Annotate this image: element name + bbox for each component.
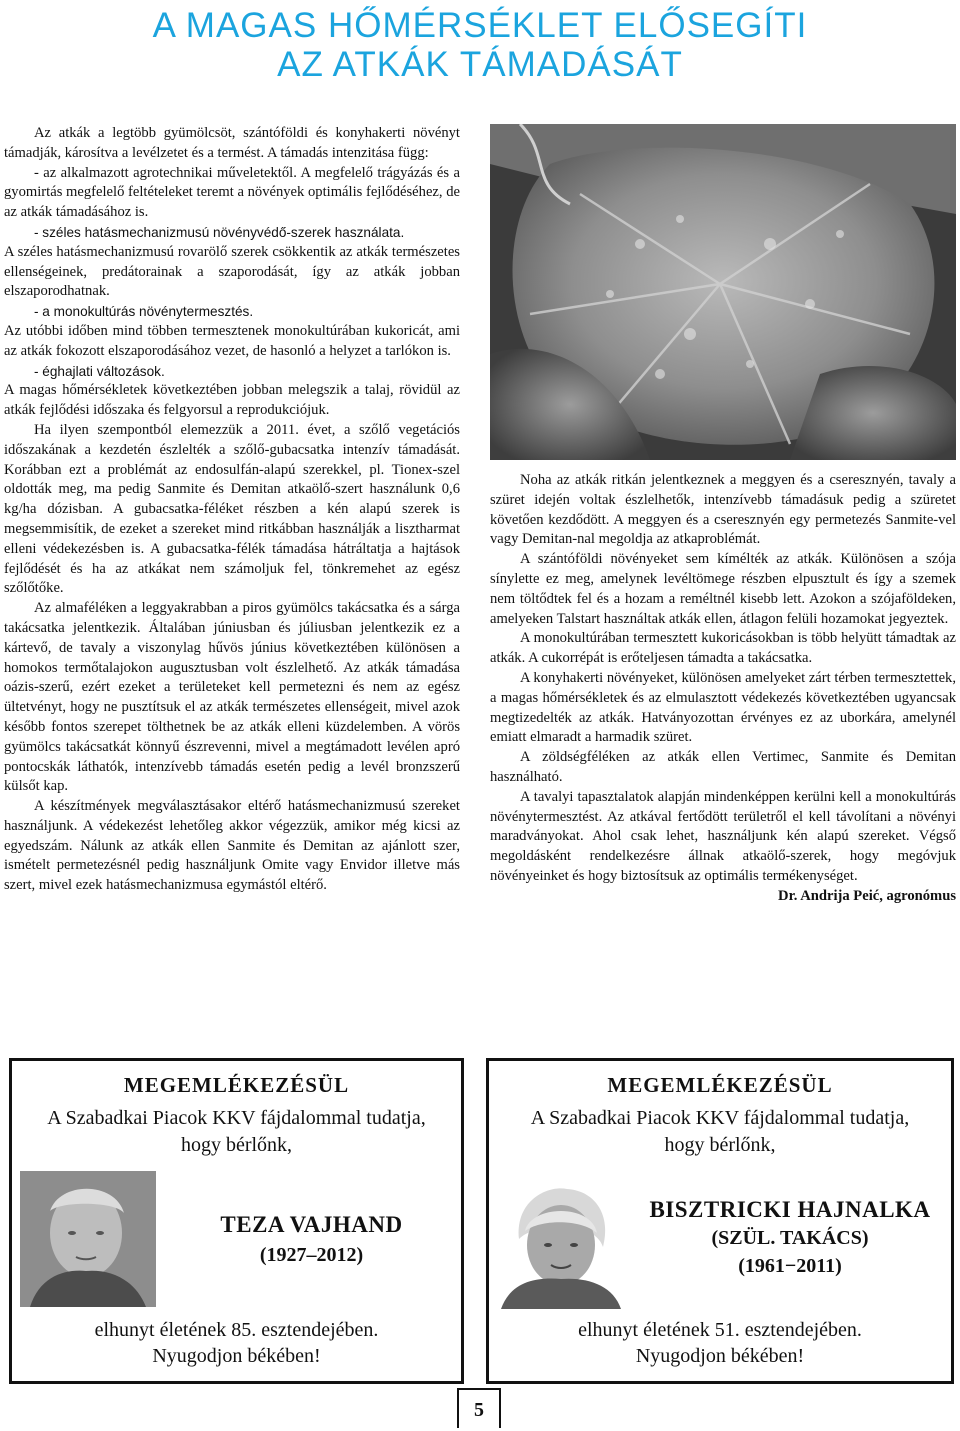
paragraph: A széles hatásmechanizmusú rovarölő szerek csökkentik az atkák természetes ellenségeinek, predátorainak a szaporodását, így az atkák jobban elszaporodhatnak. — [4, 243, 460, 300]
paragraph: Az atkák a legtöbb gyümölcsöt, szántóföldi és konyhakerti növényt támadják, károsítva a levélzetet és a termést. A támadás intenzitása függ: — [4, 125, 460, 161]
left-column — [4, 124, 460, 896]
page-number: 5 — [457, 1388, 501, 1428]
paragraph: - a monokultúrás növénytermesztés. — [34, 304, 254, 320]
memorial-text: elhunyt életének 51. esztendejében. — [578, 1319, 862, 1341]
portrait-photo — [20, 1171, 156, 1307]
right-column — [490, 471, 956, 907]
memorial-text: Nyugodjon békében! — [152, 1345, 321, 1367]
memorial-text: hogy bérlőnk, — [180, 1134, 293, 1156]
paragraph: A készítmények megválasztásakor eltérő hatásmechanizmusú szereket használjunk. A védekezést lehetőleg akkor végezzük, amikor még kicsi az egyedszám. Nálunk az atkák ellen Sanmite és Demitan az ajánlott szer, ismételt permetezésnél pedig használjunk Omite vagy Envidor illetve más szert, mivel ezek hatásmechanizmusa egymástól eltérő. — [4, 798, 460, 894]
deceased-years: (1961−2011) — [738, 1255, 842, 1277]
paragraph: - az alkalmazott agrotechnikai műveletektől. A megfelelő trágyázás és a gyomirtás megfelelő feltételeket teremt a növények optimális fejlődéséhez, de az atkák támadásához is. — [4, 164, 460, 221]
memorial-text: Nyugodjon békében! — [635, 1345, 805, 1367]
paragraph: - széles hatásmechanizmusú növényvédő-szerek használata. — [34, 224, 405, 240]
paragraph: A tavalyi tapasztalatok alapján mindenképpen kerülni kell a monokultúrás növénytermesztést. Az atkával fertődött területről el kell távolítani a növényi maradványokat. Ahol csak lehet, használjunk kén alapú szereket. Végső megoldásként rendelkezésre állnak atkaölő-szerek, hogy megóvjuk növényeinket és hogy biztosítsuk az optimális termékenységet. — [490, 788, 956, 884]
grape-leaf-photo — [490, 124, 956, 460]
paragraph: A szántóföldi növényeket sem kímélték az atkák. Különösen a szója sínylette ez meg, amelynek levéltömege részben elpusztult és így a szemek nem töltődtek fel és a hozam a reméltnél kisebb lett. Azokon a szójaföldeken, amelyeken Talstart használtak atkák ellen, átlagon felüli hozamokat jegyeztek. — [490, 551, 956, 627]
article-title — [0, 6, 960, 84]
paragraph: A monokultúrában termesztett kukoricásokban is több helyütt támadtak az atkák. A cukorrépát is erőteljesen támadta a takácsatka. — [490, 630, 956, 667]
memorial-box-left — [9, 1058, 464, 1384]
memorial-text: A Szabadkai Piacok KKV fájdalommal tudatja, — [47, 1107, 426, 1129]
paragraph: A konyhakerti növényeket, különösen amelyeket zárt térben termesztettek, a magas hőmérsékletek és az elmulasztott védekezés következtében ugyancsak megtizedelték az atkák. Hatványozottan érvényes ez az uborkára, amelynél emiatt elmaradt a harmadik szüret. — [490, 669, 956, 746]
deceased-name: TEZA VAJHAND — [220, 1212, 403, 1237]
title-line-2: AZ ATKÁK TÁMADÁSÁT — [277, 45, 683, 84]
memorial-heading: MEGEMLÉKEZÉSÜL — [607, 1073, 833, 1097]
memorial-box-right — [486, 1058, 954, 1384]
paragraph: A zöldségféléken az atkák ellen Vertimec, Sanmite és Demitan használható. — [490, 749, 956, 785]
paragraph: Ha ilyen szempontból elemezzük a 2011. évet, a szőlő vegetációs időszakának a kezdetén észlelték a szőlő-gubacsatka intenzív támadását. Korábban ezt a problémát az endosulfán-alapú szerekkel, pl. Tionex-szel oldották meg, ma pedig Sanmite és Demitan atkaölő-szert használunk 0,6 kg/ha dózisban. A gubacsatka-féléket részben a kén alapú szerek is megsemmisítik, de ezeket a szereket mind ritkábban használják a lisztharmat elleni védekezésben is. A gubacsatka-félék támadása hátráltatja a hajtások fejlődését és ha az atkákat nem számoljuk fel, tönkremehet az egész szőlőtőke. — [4, 421, 460, 597]
author-signature: Dr. Andrija Peić, agronómus — [778, 887, 956, 904]
portrait-photo — [497, 1181, 625, 1309]
paragraph: Az almaféléken a leggyakrabban a piros gyümölcs takácsatka és a sárga takácsatka jelentkezik. Általában júniusban és júliusban jelentkezik ez a kártevő, de tavaly a viszonylag hűvös június következtében különösen a homokos termőtalajokon augusztusban volt észlelhető. Az atkák támadása oázis-szerű, ezért ezeket a területeket kell permetezni és nem az egész ültetvényt, hogy ne pusztítsuk el az atkák természetes ellenségeit, mivel azok később fontos szerepet tölthetnek be az atkák elleni küzdelemben. A vörös gyümölcs takácsatkát könnyű észrevenni, mivel a megtámadott levélen apró pontocskák láthatók, intenzívebb támadás esetén pedig a levél bronzszerű külsőt kap. — [4, 600, 460, 795]
paragraph: Az utóbbi időben mind többen termesztenek monokultúrában kukoricát, ami az atkák fokozott elszaporodásához vezet, de hasonló a helyzet a tarlókon is. — [4, 322, 460, 359]
deceased-years: (1927–2012) — [259, 1244, 364, 1266]
paragraph: Noha az atkák ritkán jelentkeznek a meggyen és a cseresznyén, tavaly a szüret idején voltak észlelhetők, intenzívebb támadásuk pedig a szüretet követően kezdődött. A meggyen és a cseresznyén egy permetezés Sanmite-vel vagy Demitan-nal megoldja az atkaproblémát. — [490, 472, 956, 548]
paragraph: A magas hőmérsékletek következtében jobban melegszik a talaj, rövidül az atkák fejlődési időszaka és felgyorsul a reprodukciójuk. — [4, 382, 460, 419]
deceased-name: BISZTRICKI HAJNALKA — [649, 1197, 931, 1222]
memorial-text: A Szabadkai Piacok KKV fájdalommal tudatja, — [530, 1107, 910, 1129]
memorial-text: hogy bérlőnk, — [664, 1134, 776, 1156]
paragraph: - éghajlati változások. — [34, 363, 165, 379]
deceased-maiden-name: (SZÜL. TAKÁCS) — [711, 1227, 869, 1249]
memorial-heading: MEGEMLÉKEZÉSÜL — [123, 1073, 350, 1097]
memorial-text: elhunyt életének 85. esztendejében. — [94, 1319, 379, 1341]
title-line-1: A MAGAS HŐMÉRSÉKLET ELŐSEGÍTI — [152, 6, 808, 45]
